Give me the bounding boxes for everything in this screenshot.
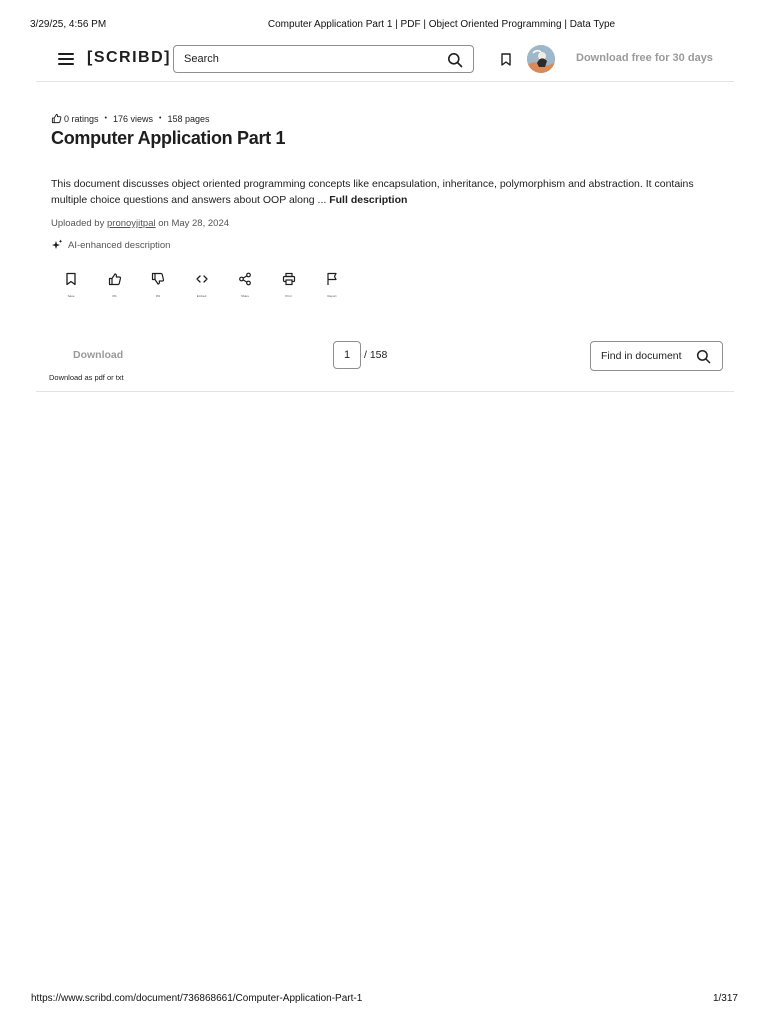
page-number-input[interactable]: 1 bbox=[333, 341, 361, 369]
print-page-number: 1/317 bbox=[712, 993, 738, 1004]
ai-description-badge bbox=[51, 239, 170, 251]
report-label: Report bbox=[327, 294, 337, 298]
bookmark-icon[interactable] bbox=[500, 53, 512, 66]
find-in-document-button[interactable] bbox=[590, 341, 723, 371]
thumbs-up-icon bbox=[51, 113, 62, 124]
download-button[interactable]: Download bbox=[73, 349, 124, 361]
share-icon bbox=[238, 272, 252, 286]
save-label: Save bbox=[67, 294, 75, 298]
page-total: / 158 bbox=[364, 349, 388, 361]
uploader-link[interactable]: pronoyjitpal bbox=[107, 218, 156, 229]
print-page-title: Computer Application Part 1 | PDF | Object Oriented Programming | Data Type bbox=[267, 19, 616, 30]
thumbs-down-icon bbox=[151, 272, 165, 286]
search-icon[interactable] bbox=[447, 52, 463, 68]
document-toolbar bbox=[36, 338, 734, 392]
like-percent: 0% bbox=[112, 294, 117, 298]
views-count: 176 views bbox=[112, 113, 154, 124]
search-icon bbox=[696, 349, 711, 364]
embed-label: Embed bbox=[196, 294, 207, 298]
code-icon bbox=[195, 272, 209, 286]
print-url: https://www.scribd.com/document/736868661/Computer-Application-Part-1 bbox=[31, 993, 363, 1004]
document-title: Computer Application Part 1 bbox=[51, 128, 286, 148]
print-datetime: 3/29/25, 4:56 PM bbox=[30, 19, 107, 30]
print-label: Print bbox=[285, 294, 292, 298]
bookmark-icon bbox=[64, 272, 78, 286]
hamburger-icon[interactable] bbox=[58, 53, 74, 65]
print-button[interactable] bbox=[277, 272, 321, 300]
share-button[interactable] bbox=[233, 272, 277, 300]
find-in-document-label: Find in document bbox=[601, 350, 682, 362]
print-footer bbox=[0, 993, 768, 1007]
document-actions bbox=[59, 272, 364, 300]
description-text: This document discusses object oriented programming concepts like encapsulation, inheritance, polymorphism and abstraction. It contains multiple choice questions and answers about OOP along ... bbox=[51, 178, 694, 206]
separator-dot: • bbox=[159, 115, 162, 122]
full-description-link[interactable]: Full description bbox=[329, 194, 408, 206]
thumbs-up-icon bbox=[108, 272, 122, 286]
download-free-trial-link[interactable]: Download free for 30 days bbox=[576, 52, 713, 64]
like-button[interactable] bbox=[103, 272, 147, 300]
download-format-note: Download as pdf or txt bbox=[49, 373, 124, 382]
ratings-count: 0 ratings bbox=[64, 113, 99, 124]
document-description bbox=[51, 176, 723, 208]
uploaded-date: on May 28, 2024 bbox=[158, 218, 230, 229]
flag-icon bbox=[325, 272, 339, 286]
save-button[interactable] bbox=[59, 272, 103, 300]
uploaded-prefix: Uploaded by bbox=[51, 218, 105, 229]
print-header bbox=[0, 19, 768, 33]
dislike-button[interactable] bbox=[146, 272, 190, 300]
pages-count: 158 pages bbox=[167, 113, 210, 124]
share-label: Share bbox=[240, 294, 249, 298]
embed-button[interactable] bbox=[190, 272, 234, 300]
user-avatar[interactable] bbox=[527, 45, 555, 73]
separator-dot: • bbox=[104, 115, 107, 122]
print-icon bbox=[282, 272, 296, 286]
upload-info bbox=[51, 218, 229, 229]
ai-description-label: AI-enhanced description bbox=[68, 239, 171, 251]
search-box[interactable] bbox=[173, 45, 474, 73]
scribd-logo[interactable]: [SCRIBD] bbox=[87, 49, 171, 66]
document-stats bbox=[51, 113, 210, 124]
top-navigation-bar bbox=[36, 42, 734, 82]
report-button[interactable] bbox=[320, 272, 364, 300]
dislike-percent: 0% bbox=[155, 294, 161, 298]
search-input[interactable] bbox=[184, 51, 434, 67]
sparkle-icon bbox=[51, 239, 63, 251]
